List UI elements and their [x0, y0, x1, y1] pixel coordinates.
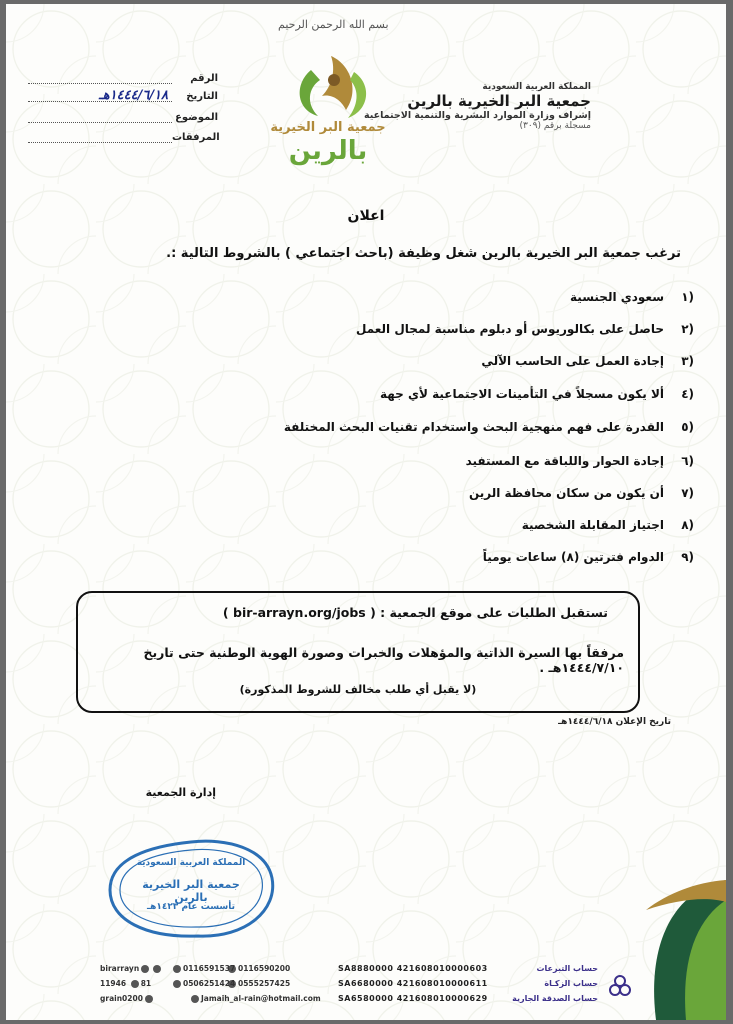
contact-phone: 0116590200: [226, 964, 290, 973]
intro-text: ترغب جمعية البر الخيرية بالرين شغل وظيفة (باحث اجتماعي ) بالشروط التالية :.: [166, 246, 681, 261]
bank-account-number: SA6580000 421608010000629: [338, 994, 488, 1003]
org-registration: مسجلة برقم (٣٠٩): [519, 121, 591, 131]
condition-number: (٤: [681, 387, 694, 401]
announcement-date: تاريخ الإعلان ١٤٤٤/٦/١٨هـ: [558, 717, 671, 727]
condition-item: [94, 550, 694, 564]
contact-mobile: 0506251424: [171, 979, 235, 988]
meta-label: الموضوع: [175, 112, 218, 123]
bank-account-number: SA6680000 421608010000611: [338, 979, 488, 988]
condition-number: (٦: [681, 454, 694, 468]
condition-text: اجتياز المقابلة الشخصية: [521, 518, 664, 532]
application-box: [76, 591, 640, 713]
condition-item: [94, 387, 694, 401]
phone-icon: [173, 965, 181, 973]
snapchat-icon: [145, 995, 153, 1003]
condition-number: (٣: [681, 354, 694, 368]
organization-stamp: [106, 838, 276, 940]
stamp-name: جمعية البر الخيرية بالرين: [142, 878, 240, 904]
stamp-kingdom: المملكة العربية السعودية: [136, 858, 246, 868]
condition-number: (٨: [681, 518, 694, 532]
management-signature: إدارة الجمعية: [145, 786, 216, 799]
instagram-icon: [153, 965, 161, 973]
application-deadline-line: مرفقاً بها السيرة الذاتية والمؤهلات والخبرات وصورة الهوية الوطنية حتى تاريخ ١٤٤٤/٧/١٠هـ .: [143, 645, 624, 675]
condition-number: (٥: [681, 420, 694, 434]
org-supervision: إشراف وزارة الموارد البشرية والتنمية الاجتماعية: [363, 110, 591, 121]
condition-text: حاصل على بكالوريوس أو دبلوم مناسبة لمجال العمل: [356, 322, 664, 336]
bank-account: [338, 964, 598, 973]
condition-number: (١: [681, 290, 694, 304]
condition-text: سعودي الجنسية: [570, 290, 664, 304]
condition-number: (٩: [681, 550, 694, 564]
condition-text: ألا يكون مسجلاً في التأمينات الاجتماعية لأي جهة: [379, 387, 664, 401]
meta-attachments: [28, 127, 218, 143]
condition-item: [94, 354, 694, 368]
stamp-founded: تأسست عام ١٤٢٣هـ: [147, 902, 235, 912]
footer: [6, 960, 726, 1010]
email-icon: [191, 995, 199, 1003]
condition-item: [94, 322, 694, 336]
bank-account-label: حساب الزكـاة: [544, 979, 598, 988]
meta-label: المرفقات: [172, 132, 220, 143]
condition-text: الدوام فترتين (٨) ساعات يومياً: [482, 550, 664, 564]
letter-page: [6, 4, 726, 1020]
condition-number: (٢: [681, 322, 694, 336]
condition-item: [94, 290, 694, 304]
bank-account: [338, 979, 598, 988]
bank-account-label: حساب التبرعات: [536, 964, 598, 973]
mailbox-icon: [131, 980, 139, 988]
meta-date: [28, 86, 218, 102]
meta-date-value: ١٤٤٤/٦/١٨هـ: [98, 88, 168, 103]
condition-item: [94, 518, 694, 532]
meta-subject: [28, 107, 218, 123]
logo-text-line2: بالرين: [288, 136, 368, 166]
org-kingdom: المملكة العربية السعودية: [482, 82, 591, 92]
condition-text: أن يكون من سكان محافظة الرين: [468, 486, 664, 500]
twitter-icon: [141, 965, 149, 973]
basmala: بسم الله الرحمن الرحيم: [278, 18, 389, 31]
page-title: اعلان: [347, 208, 385, 224]
mobile-icon: [173, 980, 181, 988]
meta-number: [28, 68, 218, 84]
condition-item: [94, 486, 694, 500]
contact-email[interactable]: Jamaih_al-rain@hotmail.com: [189, 994, 321, 1003]
postal-box: 11946 81: [100, 979, 152, 988]
application-website-line: تستقبل الطلبات على موقع الجمعية : ( bir-arrayn.org/jobs ): [222, 605, 608, 620]
social-handle[interactable]: birarrayn: [100, 964, 163, 973]
application-note: (لا يقبل أي طلب مخالف للشروط المذكورة): [239, 683, 477, 696]
condition-item: [94, 420, 694, 434]
meta-label: الرقم: [190, 73, 218, 84]
condition-text: إجادة العمل على الحاسب الآلي: [481, 354, 664, 368]
org-name: جمعية البر الخيرية بالرين: [407, 92, 591, 110]
snapchat-handle[interactable]: grain0200: [100, 994, 155, 1003]
condition-text: إجادة الحوار واللباقة مع المستفيد: [465, 454, 664, 468]
contact-mobile: 0555257425: [226, 979, 290, 988]
condition-item: [94, 454, 694, 468]
bank-logo-icon: [609, 974, 631, 998]
logo-text-line1: جمعية البر الخيرية: [270, 120, 386, 135]
bank-account-label: حساب الصدقة الجارية: [512, 994, 598, 1003]
condition-text: القدرة على فهم منهجية البحث واستخدام تقنيات البحث المختلفة: [283, 420, 664, 434]
contact-phone: 0116591537: [171, 964, 235, 973]
bank-account-number: SA8880000 421608010000603: [338, 964, 488, 973]
condition-number: (٧: [681, 486, 694, 500]
meta-label: التاريخ: [186, 91, 218, 102]
organization-header: [351, 82, 591, 131]
bank-account: [338, 994, 598, 1003]
